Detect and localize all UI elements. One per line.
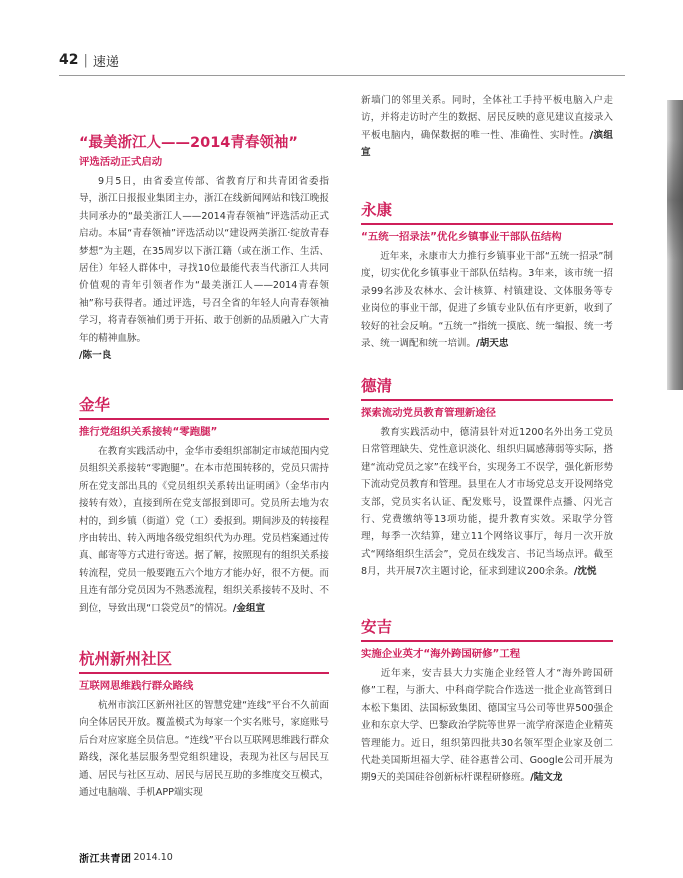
article-body: 杭州市滨江区新州社区的智慧党建“连线”平台不久前面向全体居民开放。覆盖模式为每家一个实名账号，家庭账号后台对应家庭全员信息。“连线”平台以互联网思维践行群众路线，深化基层服务型党组织建设，表现为社区与居民互通、居民与社区互动、居民与居民互助的多维度交互模式，通过电脑端、手机APP端实现 [79,700,329,799]
article-author: /金组宣 [232,602,266,614]
article-anji [361,617,613,787]
header-separator: | [83,52,88,68]
article-body: 教育实践活动中，德清县针对近1200名外出务工党员日常管理缺失、党性意识淡化、组织归属感薄弱等实际，搭建“流动党员之家”在线平台，实现务工不误学，强化新形势下流动党员教育和管理。县里在人才市场党总支开设网络党支部，党员实名认证、配发账号，设置课件点播、闪光言行、党费缴纳等13项功能，提升教育实效。采取学分管理，每季一次结算，建立11个网络议事厅，每月一次开放式“网络组织生活会”，党员在线发言、书记当场点评。截至8月，共开展7次主题讨论，征求到建议200余条。/沈悦 [361,427,613,578]
article-zhejiang [79,134,329,364]
region-rule [79,418,329,420]
edge-photo [667,100,683,390]
header-rule [59,75,625,76]
column-name: 速递 [92,54,119,70]
article-hangzhou-continued [361,92,613,162]
article-subtitle: 推行党组织关系接转“零跑腿” [79,426,218,438]
page-header [59,52,119,68]
article-jinhua [79,395,329,617]
magazine-logo: 浙江共青团 [79,854,132,865]
article-author: /沈悦 [573,566,597,578]
article-author: /胡天忠 [476,338,509,350]
article-body: 近年来，安吉县大力实施企业经管人才“海外跨国研修”工程，与浙大、中科商学院合作选送一批企业高管到日本松下集团、法国标致集团、德国宝马公司等世界500强企业和东京大学、巴黎政治学院等世界一流学府深造企业精英管理能力。近日，组织第四批共30名领军型企业家及创二代赴美国斯坦福大学、硅谷惠普公司、Google公司开展为期9天的美国硅谷创新标杆课程研修班。/陆文龙 [361,668,613,784]
article-yongkang [361,200,613,352]
region-heading: 永康 [361,201,393,219]
region-rule [361,223,613,225]
article-hangzhou [79,649,329,801]
article-subtitle: 互联网思维践行群众路线 [79,680,194,692]
region-heading: 安吉 [361,618,393,636]
region-rule [79,672,329,674]
article-body: 9月5日，由省委宣传部、省教育厅和共青团省委指导，浙江日报报业集团主办，浙江在线新闻网站和钱江晚报共同承办的“最美浙江人——2014青春领袖”评选活动正式启动。本届“青春领袖”评选活动以“建设两美浙江·绽放青春梦想”为主题，在35周岁以下浙江籍（或在浙工作、生活、居住）年轻人群体中，寻找10位最能代表当代浙江人共同价值观的青年引领者作为“最美浙江人——2014青春领袖”称号获得者。通过评选，号召全省的年轻人向青春领袖学习，将青春领袖们勇于开拓、敢于创新的品质融入广大青年的精神血脉。 [79,176,329,344]
issue-number: 2014.10 [133,852,173,863]
article-subtitle: “五统一招录法”优化乡镇事业干部队伍结构 [361,231,562,243]
article-body: 新墙门的邻里关系。同时，全体社工手持平板电脑入户走访，并将走访时产生的数据、居民反映的意见建议直接录入平板电脑内，确保数据的唯一性、准确性、实时性。/滨组宣 [361,95,613,159]
page-number: 42 [59,52,79,68]
article-subtitle: 探索流动党员教育管理新途径 [361,407,497,419]
article-subtitle: 评选活动正式启动 [79,156,163,168]
article-author: /滨组宣 [361,129,613,159]
article-subtitle: 实施企业英才“海外跨国研修”工程 [361,648,521,660]
article-body: 近年来，永康市大力推行乡镇事业干部“五统一招录”制度，切实优化乡镇事业干部队伍结构。3年来，该市统一招录99名涉及农林水、会计核算、村镇建设、文体服务等专业岗位的事业干部，促进了乡镇专业队伍有序更新，收到了较好的社会反响。“五统一”指统一摸底、统一编报、统一考录、统一调配和统一培训。/胡天忠 [361,251,613,350]
article-body: 在教育实践活动中，金华市委组织部制定市域范围内党员组织关系接转“零跑腿”。在本市范围转移的，党员只需持所在党支部出具的《党员组织关系转出证明函》（金华市内接转有效），直接到所在党支部报到即可。党员所去地为农村的，到乡镇（街道）党（工）委报到。期间涉及的转接程序由转出、转入两地各级党组织代为办理。党员档案通过传真、邮寄等方式进行寄送。据了解，按照现有的组织关系接转流程，党员一般要跑五六个地方才能办好，很不方便。而且连有部分党员因为不熟悉流程，组织关系接转不及时、不到位，导致出现“口袋党员”的情况。/金组宣 [79,446,329,614]
article-title: “最美浙江人——2014青春领袖” [79,135,298,151]
region-rule [361,640,613,642]
region-heading: 杭州新州社区 [79,650,173,668]
article-deqing [361,376,613,581]
article-author: /陆文龙 [530,772,563,784]
article-author: /陈一良 [79,350,112,362]
region-heading: 金华 [79,396,111,414]
region-rule [361,399,613,401]
page-footer [79,850,173,865]
region-heading: 德清 [361,377,393,395]
